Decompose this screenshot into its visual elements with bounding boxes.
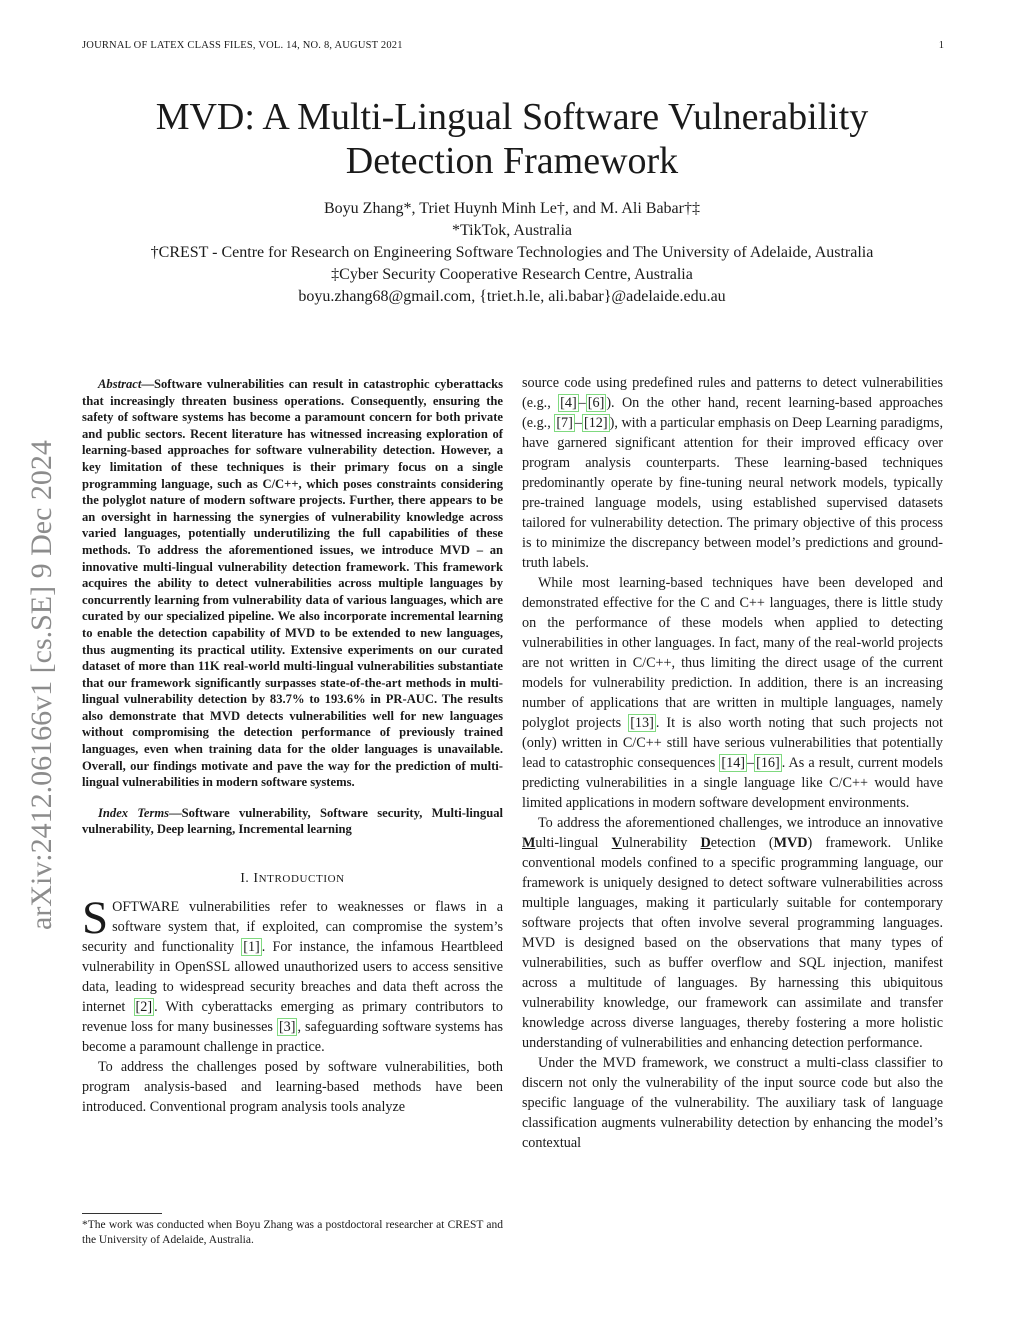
title-line-2: Detection Framework xyxy=(345,140,679,182)
citation-link[interactable]: [14] xyxy=(721,755,746,771)
body-text: ) framework. Unlike conventional models confined to a specific programming language, our framework is uniquely designed to detect software vulnerabilities across multiple languages, making it particularly suitable for contemporary software projects that often involve several programming languages. MVD is designed based on the observations that many types of vulnerabilities, such as buffer overflow and SQL injection, manifest across a multitude of languages. By harnessing this ubiquitous vulnerability knowledge, our framework can assimilate and transfer knowledge across diverse languages, thereby fostering a more holistic understanding of vulnerabilities and enhancing detection performance. xyxy=(522,835,943,1051)
abstract-label: Abstract xyxy=(98,377,142,391)
citation-link[interactable]: [6] xyxy=(587,395,605,411)
acronym-mvd: MVD xyxy=(773,835,808,851)
citation-link[interactable]: [1] xyxy=(243,939,260,956)
affiliation-2: †CREST - Centre for Research on Engineering Software Technologies and The University of Adelaide, Australia xyxy=(150,244,874,261)
acronym-letter: M xyxy=(522,835,536,851)
page-number: 1 xyxy=(938,40,944,51)
section-heading-introduction xyxy=(82,868,503,889)
title-line-1: MVD: A Multi-Lingual Software Vulnerability xyxy=(155,96,869,138)
intro-text: vulnerabilities refer to weaknesses or flaws in a software system that, if exploited, can compromise the system’s security and functionality xyxy=(82,899,503,956)
citation-link[interactable]: [12] xyxy=(583,415,608,431)
author-block xyxy=(82,198,942,308)
affiliation-1: *TikTok, Australia xyxy=(451,222,573,239)
range-dash: – xyxy=(747,755,755,771)
left-column xyxy=(82,376,503,1117)
body-text: etection ( xyxy=(710,835,774,851)
body-text: source code using predefined rules and patterns to detect vulnerabilities (e.g., xyxy=(522,375,943,411)
body-text: ulnerability xyxy=(621,835,701,851)
right-paragraph-1 xyxy=(522,373,943,573)
citation-link[interactable]: [3] xyxy=(278,1019,296,1036)
index-terms-text: Software vulnerability, Software security, Multi-lingual vulnerability, Deep learning, Incremental learning xyxy=(82,805,503,837)
section-title-rest: NTRODUCTION xyxy=(258,873,345,886)
arxiv-stamp: arXiv:2412.06166v1 [cs.SE] 9 Dec 2024 xyxy=(25,440,58,930)
drop-cap: S xyxy=(82,892,109,945)
author-emails: boyu.zhang68@gmail.com, {triet.h.le, ali.babar}@adelaide.edu.au xyxy=(298,288,726,305)
right-paragraph-2 xyxy=(522,573,943,813)
body-text: ). On the other hand, recent learning-based approaches (e.g., xyxy=(522,395,943,431)
affiliation-3: ‡Cyber Security Cooperative Research Centre, Australia xyxy=(331,266,693,283)
intro-paragraph-1 xyxy=(82,892,503,1057)
abstract-text: Software vulnerabilities can result in catastrophic cyberattacks that increasingly threaten business operations. Consequently, ensuring the safety of software systems has become a paramount concern for both private and public sectors. Recent literature has witnessed increasing exploration of learning-based approaches for software vulnerability detection. However, a key limitation of these techniques is their primary focus on a single programming language, such as C/C++, which poses constraints considering the polyglot nature of modern software projects. Further, there appears to be an oversight in harnessing the synergies of vulnerability knowledge across varied languages, potentially underutilizing the full capabilities of these methods. To address the aforementioned issues, we introduce MVD – an innovative multi-lingual vulnerability detection framework. This framework acquires the ability to detect vulnerabilities across multiple languages by concurrently learning from vulnerability data of various languages, which are curated by our specialized pipeline. We also incorporate incremental learning to enable the detection capability of MVD to be extended to new languages, thus augmenting its practical utility. Extensive experiments on our curated dataset of more than 11K real-world multi-lingual vulnerabilities substantiate that our framework significantly surpasses state-of-the-art methods in multi-lingual vulnerability detection by 83.7% to 193.6% in PR-AUC. The results also demonstrate that MVD detects vulnerabilities well for new languages without compromising the detection performance of previously trained languages, even when training data for the older languages is unavailable. Overall, our findings motivate and pave the way for the prediction of multi-lingual vulnerabilities in modern software systems. xyxy=(82,377,503,790)
index-terms: Index Terms—Software vulnerability, Software security, Multi-lingual vulnerability, Deep learning, Incremental learning xyxy=(82,805,503,837)
citation-link[interactable]: [2] xyxy=(135,999,153,1016)
body-text: ), with a particular emphasis on Deep Learning paradigms, have garnered significant attention for their improved efficacy over program analysis counterparts. These learning-based techniques predominantly operate by fine-tuning neural network models, typically pre-trained language models, using established supervised datasets tailored for vulnerability detection. The primary objective of this process is to minimize the discrepancy between model’s predictions and ground-truth labels. xyxy=(522,415,944,571)
body-text: ulti-lingual xyxy=(535,835,612,851)
right-column xyxy=(522,373,943,1153)
citation-link[interactable]: [7] xyxy=(556,415,573,431)
intro-text: . With cyberattacks emerging as primary contributors to revenue loss for many businesses xyxy=(82,999,503,1036)
section-numeral: I. xyxy=(240,870,254,886)
section-first-letter: I xyxy=(253,871,259,887)
running-head: JOURNAL OF LATEX CLASS FILES, VOL. 14, NO. 8, AUGUST 2021 xyxy=(82,40,403,51)
paper-title xyxy=(82,95,942,183)
citation-link[interactable]: [16] xyxy=(756,755,780,771)
author-names: Boyu Zhang*, Triet Huynh Minh Le†, and M. Ali Babar†‡ xyxy=(324,200,700,217)
intro-text: . For instance, the infamous Heartbleed vulnerability in OpenSSL allowed unauthorized users to access sensitive data, leading to widespread security breaches and data theft across the internet xyxy=(82,939,503,1016)
body-text: To address the aforementioned challenges, we introduce an innovative xyxy=(538,815,943,831)
acronym-letter: V xyxy=(611,835,622,851)
intro-paragraph-2: To address the challenges posed by software vulnerabilities, both program analysis-based and learning-based methods have been introduced. Conventional program analysis tools analyze xyxy=(82,1059,503,1116)
intro-text: , safeguarding software systems has become a paramount challenge in practice. xyxy=(82,1019,503,1056)
body-text: While most learning-based techniques have been developed and demonstrated effective for the C and C++ languages, there is little study on the performance of these models when applied to detecting vulnerabilities in other languages. In fact, many of the real-world projects are not written in C/C++, thus limiting the direct usage of the current models for vulnerability prediction. In addition, there is an increasing number of applications that are written in multiple languages, namely polyglot projects xyxy=(522,575,943,731)
footnote: *The work was conducted when Boyu Zhang was a postdoctoral researcher at CREST and the University of Adelaide, Australia. xyxy=(82,1219,503,1246)
right-paragraph-3 xyxy=(522,813,943,1053)
citation-link[interactable]: [4] xyxy=(560,395,577,411)
acronym-letter: D xyxy=(700,835,711,851)
intro-smallcaps: OFTWARE xyxy=(112,899,180,916)
body-text: . It is also worth noting that such projects not (only) written in C/C++ still have serious vulnerabilities that potentially lead to catastrophic consequences xyxy=(522,715,943,771)
citation-link[interactable]: [13] xyxy=(630,715,654,731)
range-dash: – xyxy=(574,415,582,431)
body-text: . As a result, current models predicting vulnerabilities in a single language like C/C++ would have limited applications in modern software development environments. xyxy=(522,755,943,811)
abstract: Abstract—Software vulnerabilities can result in catastrophic cyberattacks that increasingly threaten business operations. Consequently, ensuring the safety of software systems has become a paramount concern for both private and public sectors. Recent literature has witnessed increasing exploration of learning-based approaches for software vulnerability detection. However, a key limitation of these techniques is their primary focus on a single programming language, such as C/C++, which poses constraints considering the polyglot nature of modern software projects. Further, there appears to be an oversight in harnessing the synergies of vulnerability knowledge across varied languages, potentially underutilizing the full capabilities of these methods. To address the aforementioned issues, we introduce MVD – an innovative multi-lingual vulnerability detection framework. This framework acquires the ability to detect vulnerabilities across multiple languages by concurrently learning from vulnerability data of various languages, which are curated by our specialized pipeline. We also incorporate incremental learning to enable the detection capability of MVD to be extended to new languages, thus augmenting its practical utility. Extensive experiments on our curated dataset of more than 11K real-world multi-lingual vulnerabilities substantiate that our framework significantly surpasses state-of-the-art methods in multi-lingual vulnerability detection by 83.7% to 193.6% in PR-AUC. The results also demonstrate that MVD detects vulnerabilities well for new languages without compromising the detection performance of previously trained languages, even when training data for the older languages is unavailable. Overall, our findings motivate and pave the way for the prediction of multi-lingual vulnerabilities in modern software systems. xyxy=(82,377,503,790)
index-terms-label: Index Terms xyxy=(98,805,170,820)
range-dash: – xyxy=(578,395,586,411)
right-paragraph-4: Under the MVD framework, we construct a multi-class classifier to discern not only the vulnerability of the input source code but also the specific language of the vulnerability. The auxiliary task of language classification augments vulnerability detection by enhancing the model’s contextual xyxy=(522,1055,943,1151)
footnote-rule xyxy=(82,1213,162,1214)
